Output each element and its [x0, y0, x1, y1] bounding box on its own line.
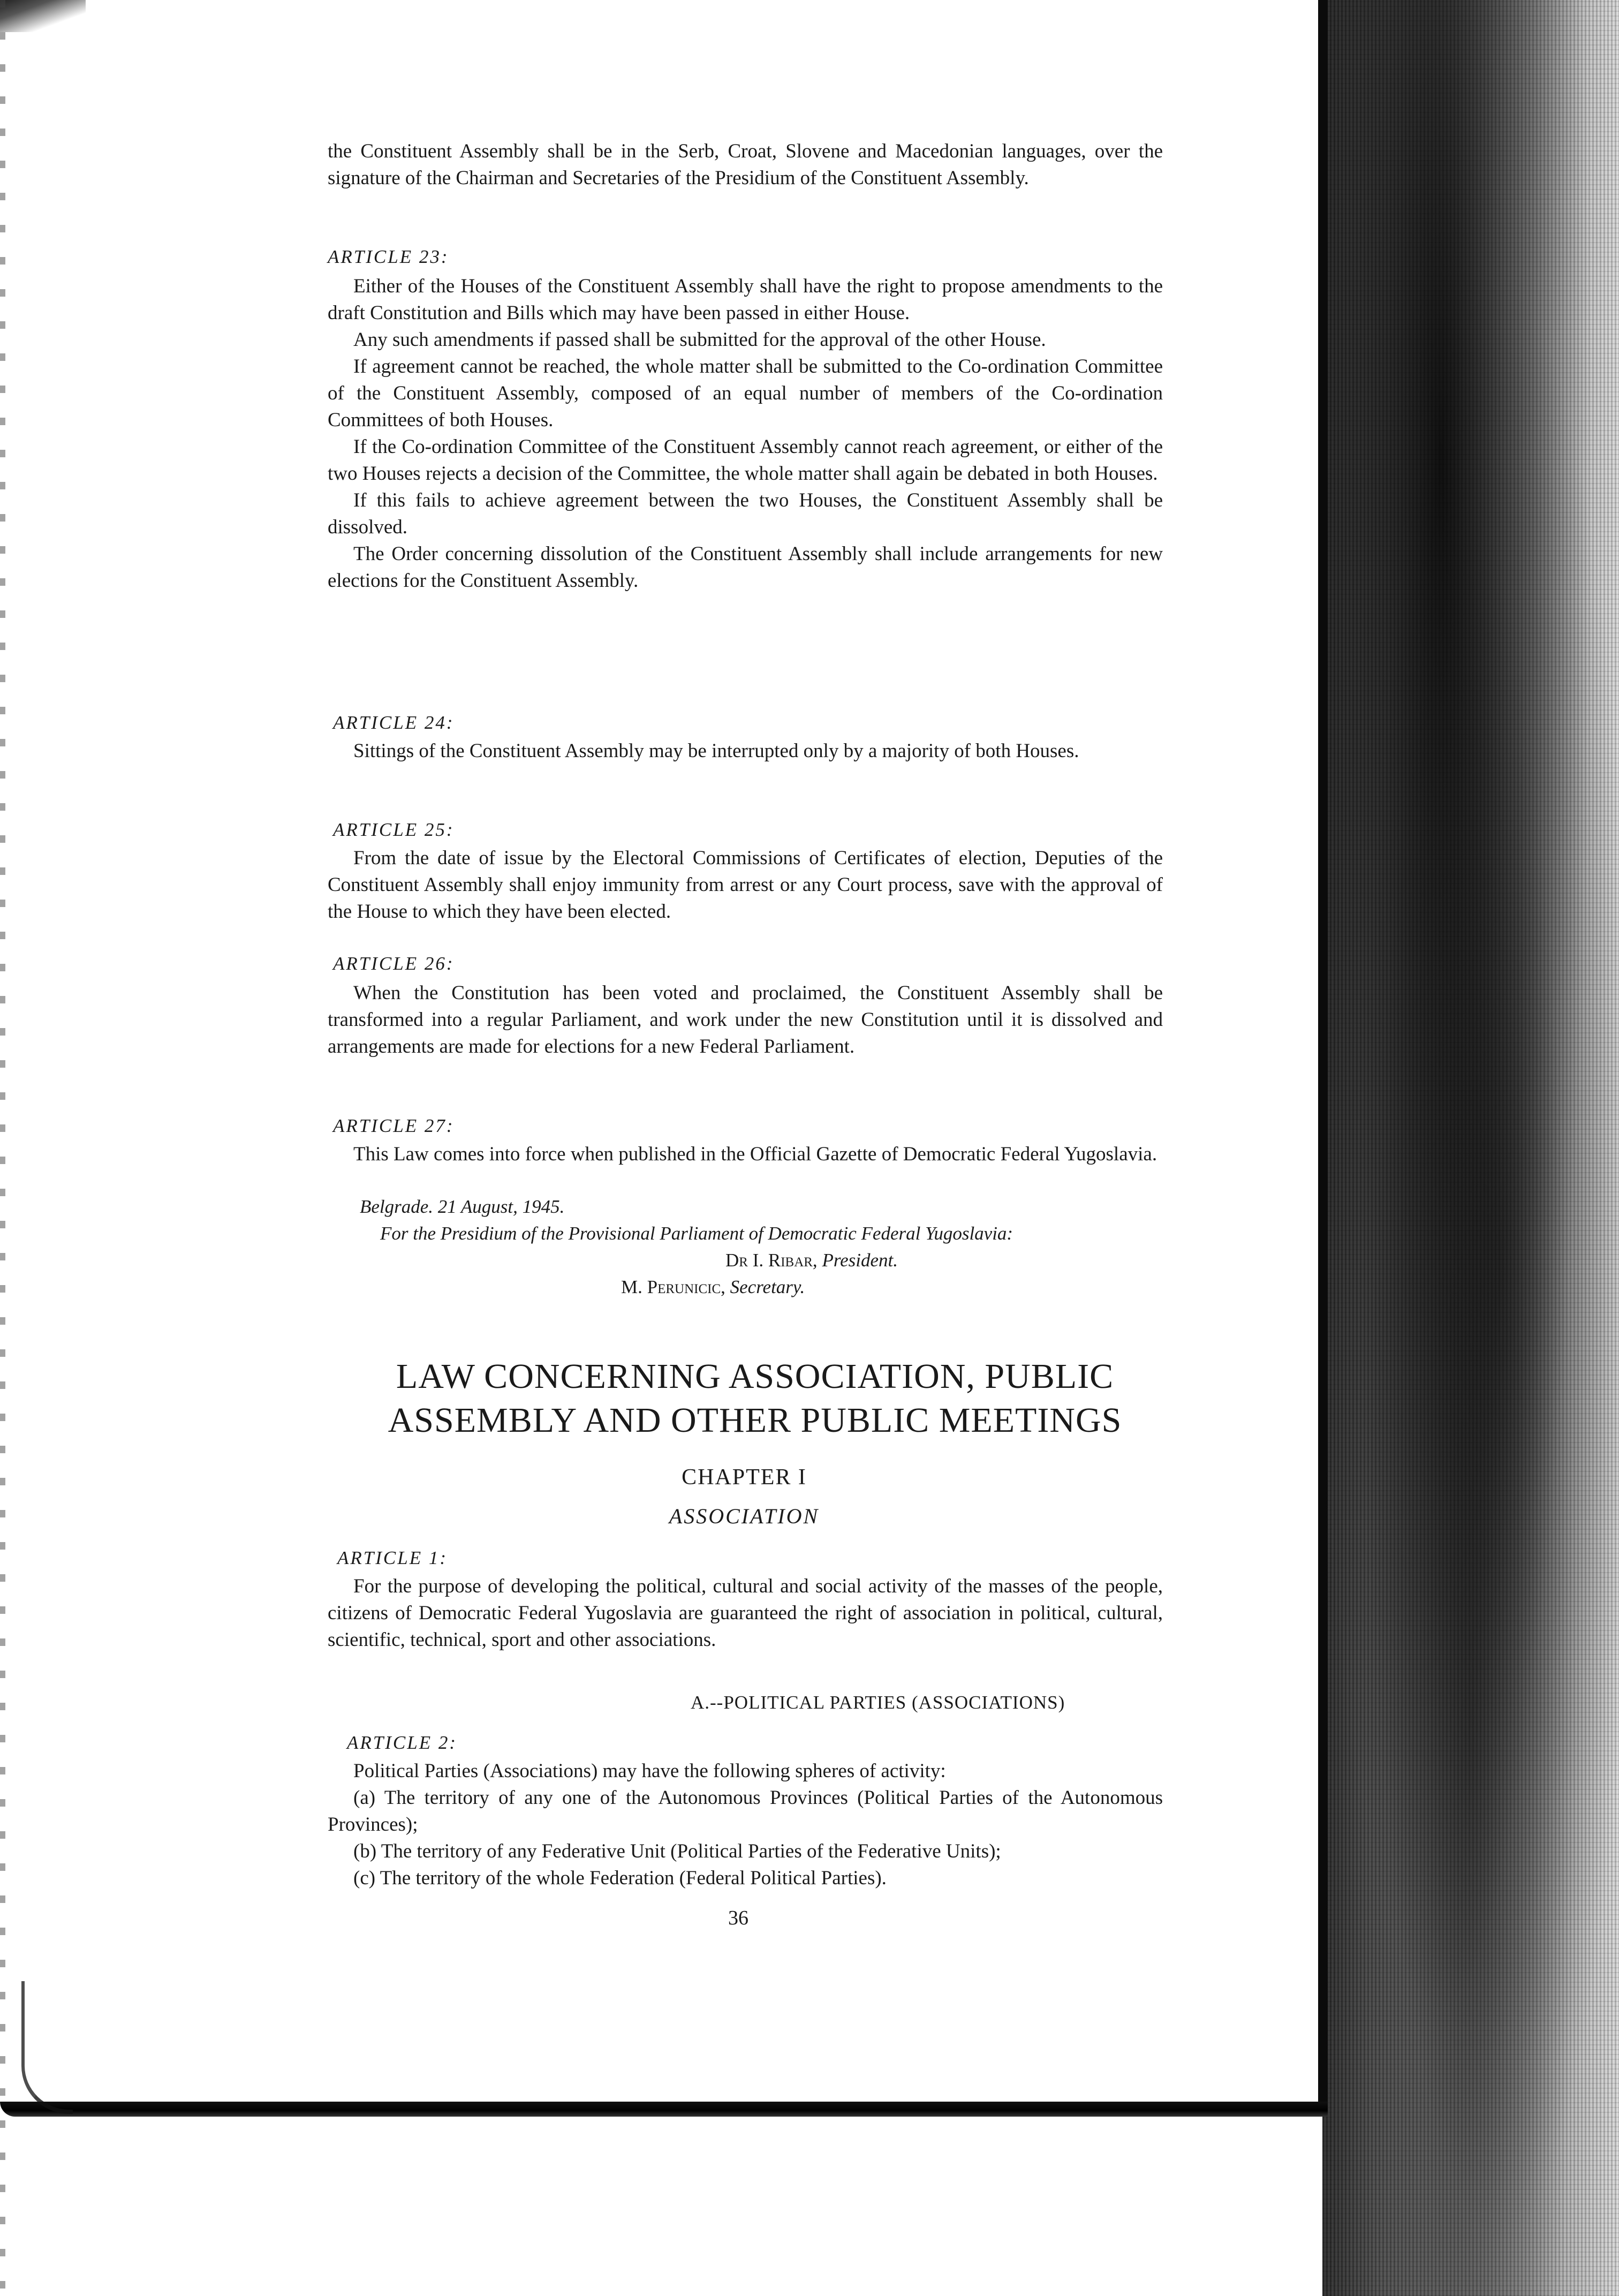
law-title-line-2: ASSEMBLY AND OTHER PUBLIC MEETINGS: [388, 1401, 1122, 1440]
paragraph: If this fails to achieve agreement between the two Houses, the Constituent Assembly shall be dissolved.: [328, 489, 1163, 538]
law-title-line-1: LAW CONCERNING ASSOCIATION, PUBLIC: [396, 1357, 1114, 1396]
article-25-body: [328, 845, 1163, 925]
page-bottom-edge: [0, 2102, 1328, 2117]
article-23-body: [328, 273, 1163, 594]
list-item: (c) The territory of the whole Federation (Federal Political Parties).: [353, 1867, 887, 1889]
signature-presidium: For the Presidium of the Provisional Parliament of Democratic Federal Yugoslavia:: [380, 1223, 1013, 1244]
article-26-heading: ARTICLE 26:: [333, 953, 455, 974]
article-23-heading: ARTICLE 23:: [328, 246, 449, 267]
paragraph: Any such amendments if passed shall be submitted for the approval of the other House.: [353, 329, 1046, 351]
signature-date: Belgrade. 21 August, 1945.: [360, 1196, 565, 1217]
chapter-heading: CHAPTER I: [682, 1465, 807, 1490]
scan-corner-mark: [0, 0, 86, 32]
president-title: President.: [822, 1250, 898, 1271]
scan-border-right: [1322, 0, 1619, 2296]
paragraph: If agreement cannot be reached, the whole matter shall be submitted to the Co-ordination Committee of the Constituent Assembly, composed of an equal number of members of the Co-ordination Committees of both Houses.: [328, 356, 1163, 431]
page-edge-shadow: [1318, 0, 1328, 2115]
intro-paragraph: the Constituent Assembly shall be in the Serb, Croat, Slovene and Macedonian languages, over the signature of the Chairman and Secretaries of the Presidium of the Constituent Assembly.: [328, 140, 1163, 189]
article-27-heading: ARTICLE 27:: [333, 1115, 455, 1136]
scan-border-left: [0, 0, 5, 2296]
secretary-title: Secretary.: [730, 1277, 805, 1297]
article-2-heading: ARTICLE 2:: [347, 1732, 457, 1753]
article-2-body: [328, 1758, 1163, 1892]
paragraph: Either of the Houses of the Constituent Assembly shall have the right to propose amendments to the draft Constitution and Bills which may have been passed in either House.: [328, 275, 1163, 324]
page-curl: [21, 1981, 73, 2114]
chapter-subtitle: ASSOCIATION: [669, 1504, 820, 1528]
section-heading: A.--POLITICAL PARTIES (ASSOCIATIONS): [691, 1692, 1065, 1713]
paragraph: This Law comes into force when published in the Official Gazette of Democratic Federal Yugoslavia.: [353, 1143, 1157, 1165]
article-26-body: [328, 980, 1163, 1060]
article-27-body: [328, 1141, 1163, 1168]
paragraph: For the purpose of developing the political, cultural and social activity of the masses of the people, citizens of Democratic Federal Yugoslavia are guaranteed the right of association in political, cultural, scientific, technical, sport and other associations.: [328, 1575, 1163, 1651]
article-25-heading: ARTICLE 25:: [333, 819, 455, 840]
paragraph: From the date of issue by the Electoral Commissions of Certificates of election, Deputies of the Constituent Assembly shall enjoy immunity from arrest or any Court process, save with the approval of the House to which they have been elected.: [328, 847, 1163, 923]
article-24-heading: ARTICLE 24:: [333, 712, 455, 733]
law-title: [343, 1355, 1167, 1442]
paragraph: When the Constitution has been voted and proclaimed, the Constituent Assembly shall be transformed into a regular Parliament, and work under the new Constitution until it is dissolved and arrangements are made for elections for a new Federal Parliament.: [328, 982, 1163, 1058]
list-item: (b) The territory of any Federative Unit (Political Parties of the Federative Units);: [353, 1840, 1001, 1862]
article-24-body: [328, 738, 1163, 765]
list-item: (a) The territory of any one of the Autonomous Provinces (Political Parties of the Autonomous Provinces);: [328, 1787, 1163, 1836]
secretary-name: M. Perunicic,: [621, 1277, 725, 1297]
article-1-heading: ARTICLE 1:: [337, 1547, 448, 1568]
intro-text: [328, 138, 1163, 192]
president-name: Dr I. Ribar,: [725, 1250, 818, 1271]
paragraph: Political Parties (Associations) may have the following spheres of activity:: [353, 1760, 946, 1782]
paragraph: Sittings of the Constituent Assembly may be interrupted only by a majority of both Houses.: [353, 740, 1079, 762]
signature-president: [725, 1248, 898, 1273]
signature-secretary: [621, 1274, 805, 1300]
paragraph: If the Co-ordination Committee of the Constituent Assembly cannot reach agreement, or either of the two Houses rejects a decision of the Committee, the whole matter shall again be debated in both Houses.: [328, 436, 1163, 485]
paragraph: The Order concerning dissolution of the Constituent Assembly shall include arrangements for new elections for the Constituent Assembly.: [328, 543, 1163, 592]
article-1-body: [328, 1573, 1163, 1653]
page-number: 36: [728, 1907, 748, 1929]
